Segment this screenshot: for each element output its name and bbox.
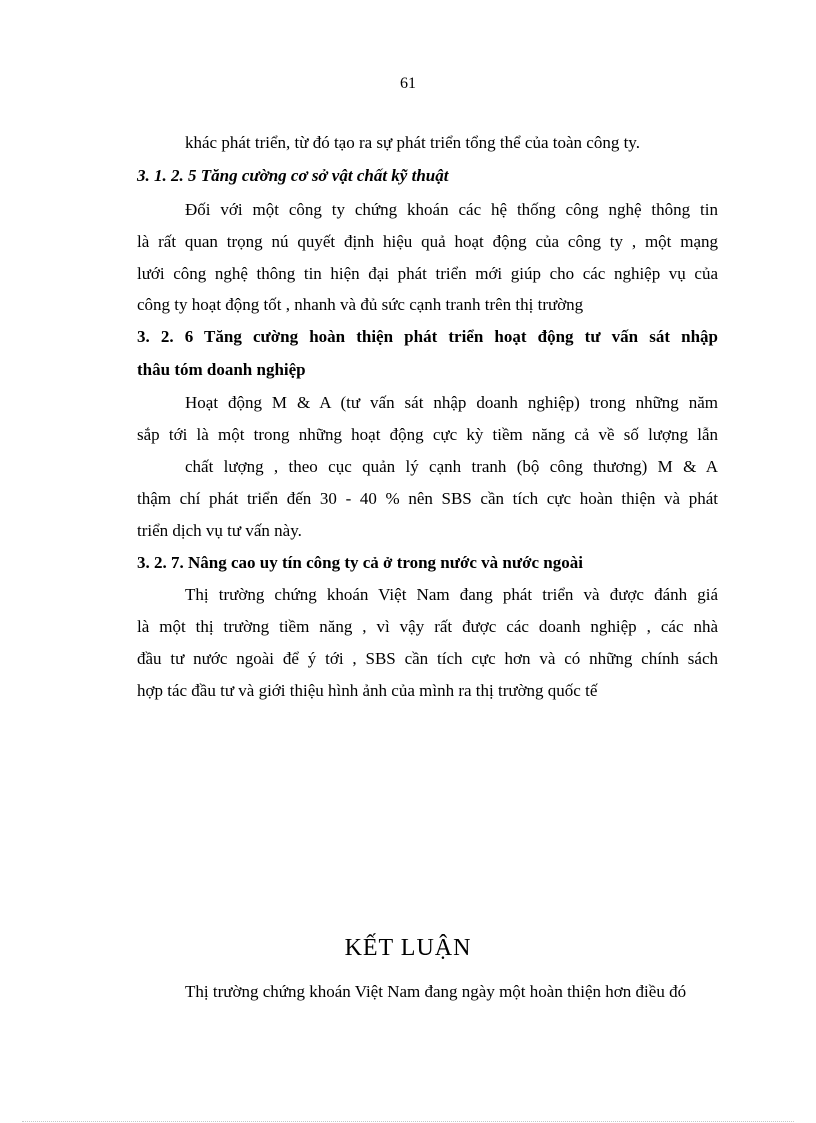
body-line: là một thị trường tiềm năng , vì vậy rất được các doanh nghiệp , các nhà	[137, 617, 718, 636]
body-line: là rất quan trọng nú quyết định hiệu quả hoạt động của công ty , một mạng	[137, 232, 718, 251]
body-line: lưới công nghệ thông tin hiện đại phát triển mới giúp cho các nghiệp vụ của	[137, 264, 718, 283]
body-line: khác phát triển, từ đó tạo ra sự phát triển tổng thể của toàn công ty.	[185, 133, 640, 152]
body-line: Đối với một công ty chứng khoán các hệ thống công nghệ thông tin	[185, 200, 718, 219]
body-line: thậm chí phát triển đến 30 - 40 % nên SBS cần tích cực hoàn thiện và phát	[137, 489, 718, 508]
body-line: sắp tới là một trong những hoạt động cực kỳ tiềm năng cả về số lượng lẫn	[137, 425, 718, 444]
body-line: đầu tư nước ngoài để ý tới , SBS cần tích cực hơn và có những chính sách	[137, 649, 718, 668]
body-line: công ty hoạt động tốt , nhanh và đủ sức cạnh tranh trên thị trường	[137, 295, 584, 314]
body-line: Thị trường chứng khoán Việt Nam đang phát triển và được đánh giá	[185, 585, 718, 604]
conclusion-text: Thị trường chứng khoán Việt Nam đang ngày một hoàn thiện hơn điều đó	[185, 982, 687, 1001]
page-number: 61	[400, 75, 416, 92]
section-heading-3-1-2-5: 3. 1. 2. 5 Tăng cường cơ sở vật chất kỹ thuật	[137, 166, 449, 185]
body-line: hợp tác đầu tư và giới thiệu hình ảnh của mình ra thị trường quốc tế	[137, 681, 598, 700]
body-line: Hoạt động M & A (tư vấn sát nhập doanh nghiệp) trong những năm	[185, 393, 718, 412]
section-heading-3-2-7: 3. 2. 7. Nâng cao uy tín công ty cả ở trong nước và nước ngoài	[137, 553, 583, 572]
section-heading-3-2-6-cont: thâu tóm doanh nghiệp	[137, 360, 306, 379]
body-line: triển dịch vụ tư vấn này.	[137, 521, 302, 540]
section-heading-3-2-6: 3. 2. 6 Tăng cường hoàn thiện phát triển hoạt động tư vấn sát nhập	[137, 327, 718, 346]
conclusion-title: KẾT LUẬN	[344, 935, 472, 961]
page-bottom-divider	[22, 1121, 794, 1122]
body-line: chất lượng , theo cục quản lý cạnh tranh (bộ công thương) M & A	[185, 457, 718, 476]
